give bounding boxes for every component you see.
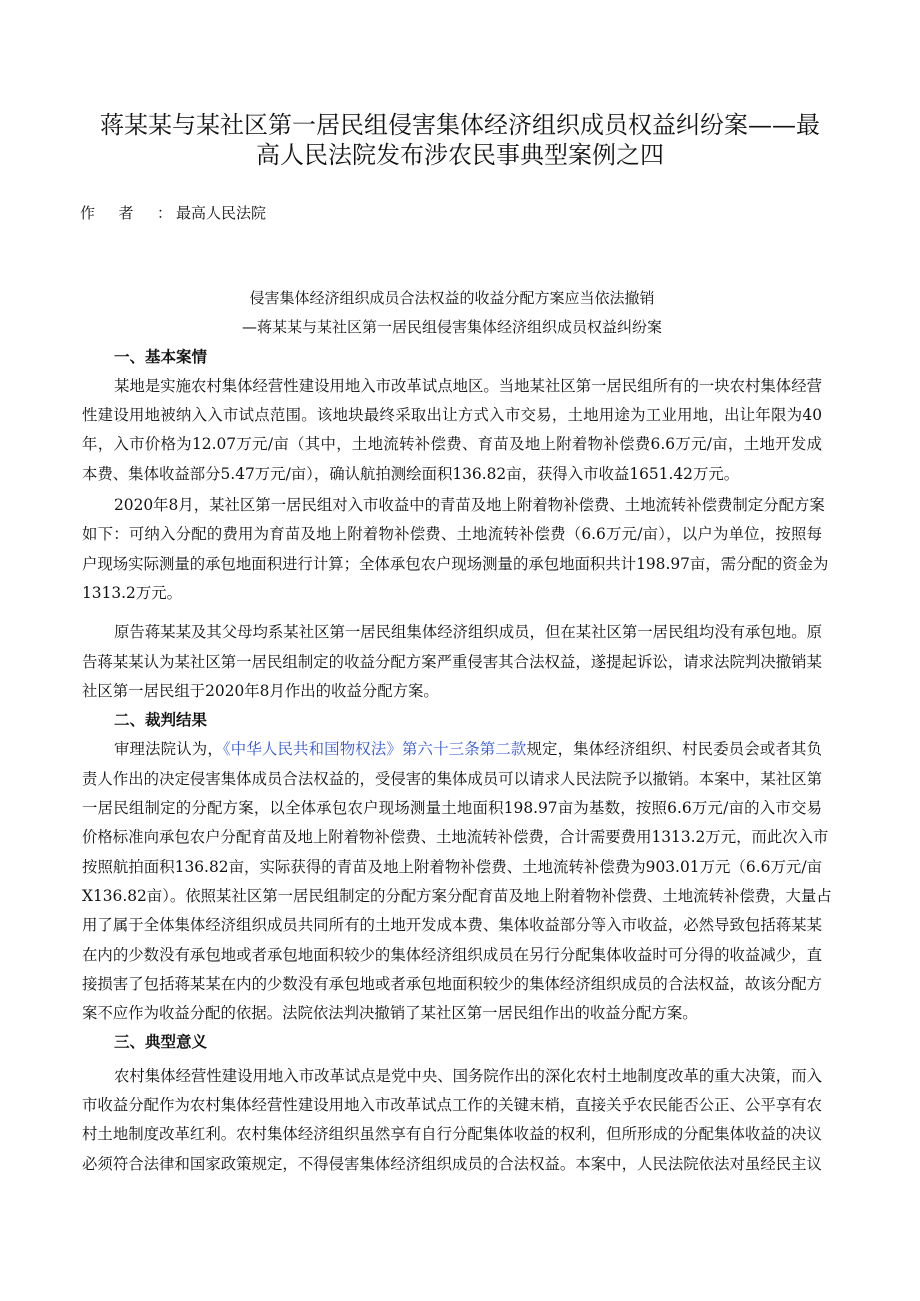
paragraph-line: 农村集体经营性建设用地入市改革试点是党中央、国务院作出的深化农村土地制度改革的重大决策，而入 [114,1066,822,1085]
law-link[interactable]: 《中华人民共和国物权法》第六十三条第二款 [222,740,527,759]
paragraph-line: 1313.2万元。 [82,583,183,602]
paragraph-line: 如下：可纳入分配的费用为育苗及地上附着物补偿费、土地流转补偿费（6.6万元/亩），以户为单位，按照每 [82,525,822,544]
paragraph-line: 按照航拍面积136.82亩，实际获得的青苗及地上附着物补偿费、土地流转补偿费为903.01万元（6.6万元/亩 [82,857,822,876]
paragraph-line: 用了属于全体集体经济组织成员共同所有的土地开发成本费、集体收益部分等入市收益，必然导致包括蒋某某 [82,916,822,935]
paragraph [82,491,829,608]
author-row [80,202,266,223]
paragraph-line: 责人作出的决定侵害集体成员合法权益的，受侵害的集体成员可以请求人民法院予以撤销。本案中，某社区第 [82,769,822,788]
paragraph-line: 市收益分配作为农村集体经营性建设用地入市改革试点工作的关键末梢，直接关乎农民能否公正、公平享有农 [82,1096,822,1115]
article-body [82,284,832,1179]
author-value: 最高人民法院 [176,204,267,222]
author-label: 作者： [80,204,172,222]
text: 审理法院认为， [114,740,223,759]
text: 规定，集体经济组织、村民委员会或者其负 [526,740,822,759]
title-line: 高人民法院发布涉农民事典型案例之四 [256,141,664,169]
paragraph [82,765,832,1029]
paragraph-line: 原告蒋某某及其父母均系某社区第一居民组集体经济组织成员，但在某社区第一居民组均没有承包地。原 [114,623,822,642]
subtitle: —蒋某某与某社区第一居民组侵害集体经济组织成员权益纠纷案 [241,318,662,337]
paragraph-line: 村土地制度改革红利。农村集体经济组织虽然享有自行分配集体收益的权利，但所形成的分配集体收益的决议 [82,1125,822,1144]
paragraph-line: 告蒋某某认为某社区第一居民组制定的收益分配方案严重侵害其合法权益，遂提起诉讼，请求法院判决撤销某 [82,652,822,671]
paragraph-line: 户现场实际测量的承包地面积进行计算；全体承包农户现场测量的承包地面积共计198.97亩，需分配的资金为 [82,554,829,573]
paragraph [82,372,822,489]
paragraph-line: 性建设用地被纳入入市试点范围。该地块最终采取出让方式入市交易，土地用途为工业用地，出让年限为40 [82,406,822,425]
paragraph-line: 价格标准向承包农户分配育苗及地上附着物补偿费、土地流转补偿费，合计需要费用1313.2万元，而此次入市 [82,828,829,847]
subtitle: 侵害集体经济组织成员合法权益的收益分配方案应当依法撤销 [249,289,655,307]
paragraph-line: 某地是实施农村集体经营性建设用地入市改革试点地区。当地某社区第一居民组所有的一块农村集体经营 [114,376,822,395]
paragraph-line: 在内的少数没有承包地或者承包地面积较少的集体经济组织成员在另行分配集体收益时可分得的收益减少，直 [82,945,822,964]
section-heading: 一、基本案情 [114,347,208,366]
paragraph-line: 2020年8月，某社区第一居民组对入市收益中的青苗及地上附着物补偿费、土地流转补偿费制定分配方案 [114,496,825,515]
paragraph-line: 年，入市价格为12.07万元/亩（其中，土地流转补偿费、育苗及地上附着物补偿费6.6万元/亩，土地开发成 [82,435,822,454]
paragraph-line: 社区第一居民组于2020年8月作出的收益分配方案。 [82,681,439,700]
paragraph-line [82,735,822,764]
paragraph-line: 本费、集体收益部分5.47万元/亩），确认航拍测绘面积136.82亩，获得入市收益1651.42万元。 [82,464,740,483]
section-heading: 二、裁判结果 [114,711,208,730]
paragraph [82,618,822,706]
paragraph [82,1062,822,1179]
paragraph-line: 必须符合法律和国家政策规定，不得侵害集体经济组织成员的合法权益。本案中，人民法院依法对虽经民主议 [82,1154,822,1173]
document-title [80,110,840,170]
paragraph-line: 接损害了包括蒋某某在内的少数没有承包地或者承包地面积较少的集体经济组织成员的合法权益，故该分配方 [82,974,822,993]
title-line: 蒋某某与某社区第一居民组侵害集体经济组织成员权益纠纷案——最 [100,111,820,139]
paragraph-line: 一居民组制定的分配方案，以全体承包农户现场测量土地面积198.97亩为基数，按照6.6万元/亩的入市交易 [82,799,822,818]
section-heading: 三、典型意义 [114,1033,208,1052]
paragraph-line: X136.82亩）。依照某社区第一居民组制定的分配方案分配育苗及地上附着物补偿费、土地流转补偿费，大量占 [82,886,832,905]
paragraph-line: 案不应作为收益分配的依据。法院依法判决撤销了某社区第一居民组作出的收益分配方案。 [82,1004,698,1023]
